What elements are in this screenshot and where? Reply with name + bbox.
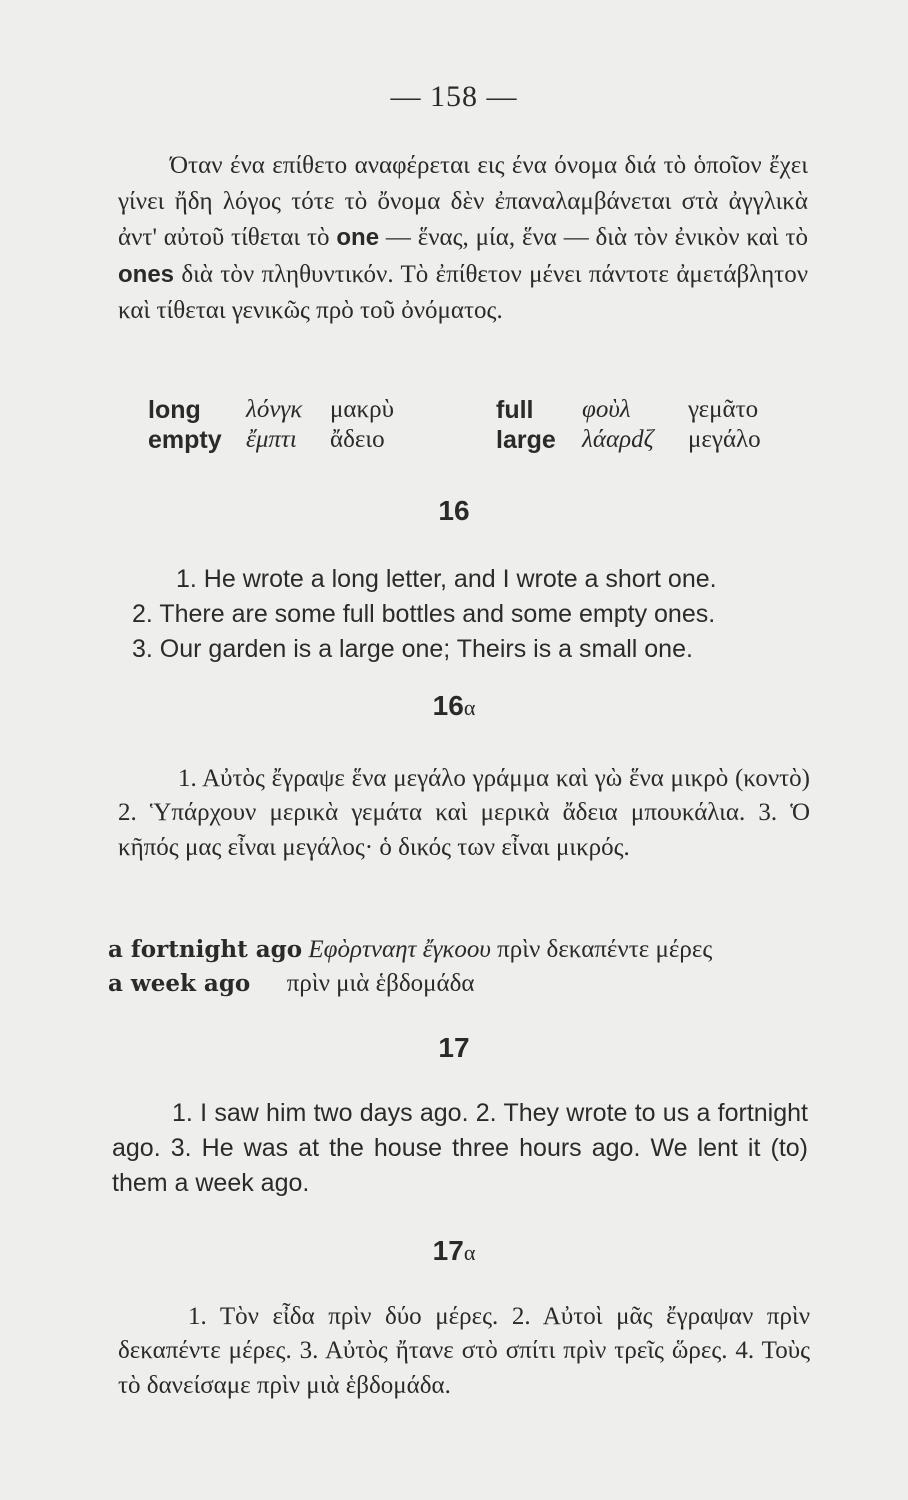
vocab-greek: γεμᾶτο: [688, 396, 759, 423]
vocab-greek: πρὶν μιὰ ἑβδομάδα: [286, 970, 475, 997]
vocab-pronunciation: Εφὸρτναητ ἔγκοου: [308, 936, 491, 963]
heading-suffix: α: [463, 1240, 476, 1265]
keyword-one: one: [336, 224, 380, 252]
heading-number: 16: [432, 690, 464, 721]
vocab-long: [148, 396, 201, 425]
exercise-16-line: 3. Our garden is a large one; Theirs is a small one.: [132, 635, 693, 663]
vocab-greek: μεγάλο: [688, 426, 761, 453]
intro-text-c: διὰ τὸν πληθυντικόν. Τὸ ἐπίθετον μένει πάντοτε ἀμετάβλητον καὶ τίθεται γενικῶς πρὸ τοῦ ὀνόματος.: [118, 260, 809, 324]
vocab-pronunciation: ἔμπτι: [246, 426, 297, 453]
exercise-17a-text: 1. Τὸν εἶδα πρὶν δύο μέρες. 2. Αὐτοὶ μᾶς ἔγραψαν πρὶν δεκαπέντε μέρες. 3. Αὐτὸς ἤτανε στὸ σπίτι πρὶν τρεῖς ὥρες. 4. Τοὺς τὸ δανείσαμε πρὶν μιὰ ἑβδομάδα.: [118, 1303, 810, 1399]
vocab-english: empty: [148, 426, 222, 454]
vocab-week: [108, 970, 474, 998]
vocab-full: [496, 396, 534, 425]
exercise-17a-heading: [0, 1235, 908, 1267]
exercise-16a-text: 1. Αὐτὸς ἔγραψε ἕνα μεγάλο γράμμα καὶ γὼ ἕνα μικρὸ (κοντὸ) 2. Ὑπάρχουν μερικὰ γεμάτα καὶ μερικὰ ἄδεια μπουκάλια. 3. Ὁ κῆπός μας εἶναι μεγάλος· ὁ δικός των εἶναι μικρός.: [118, 765, 810, 861]
vocab-english: a fortnight ago: [108, 936, 303, 963]
vocab-english: large: [496, 426, 556, 454]
vocab-english: a week ago: [108, 970, 251, 997]
heading-suffix: α: [463, 695, 476, 720]
exercise-17a: [118, 1300, 810, 1403]
exercise-17: [112, 1096, 808, 1200]
vocab-english: long: [148, 396, 201, 424]
exercise-16-line: 1. He wrote a long letter, and I wrote a short one.: [176, 565, 717, 593]
exercise-16-heading: 16: [438, 495, 470, 526]
exercise-16a: [118, 762, 810, 865]
exercise-17-heading: 17: [438, 1032, 470, 1063]
vocab-empty: [148, 426, 222, 455]
vocab-greek: μακρὺ: [330, 396, 394, 423]
intro-paragraph: [118, 148, 808, 329]
exercise-17-text: 1. I saw him two days ago. 2. They wrote to us a fortnight ago. 3. He was at the house three hours ago. We lent it (to) them a week ago.: [112, 1099, 808, 1197]
intro-text-a: Όταν ένα επίθετο αναφέρεται εις ένα όνομα διά τὸ ὁποῖον ἔχει γίνει ἤδη λόγος τότε τὸ ὄνομα δὲν ἐπαναλαμβάνεται στὰ ἀγγλικὰ ἀντ' αὐτοῦ τίθεται τὸ: [118, 152, 808, 252]
vocab-pronunciation: λάαρdζ: [582, 426, 654, 453]
vocab-english: full: [496, 396, 534, 424]
intro-text-b: — ἕνας, μία, ἕνα — διὰ τὸν ἐνικὸν καὶ τὸ: [385, 224, 809, 252]
exercise-16: [176, 562, 816, 597]
heading-number: 17: [432, 1235, 464, 1266]
vocab-greek: πρὶν δεκαπέντε μέρες: [497, 936, 713, 963]
vocab-large: [496, 426, 556, 455]
exercise-16-line: 2. There are some full bottles and some empty ones.: [132, 600, 716, 628]
vocab-pronunciation: φοὺλ: [582, 396, 631, 423]
page-number: — 158 —: [390, 80, 518, 113]
keyword-ones: ones: [118, 260, 175, 288]
exercise-16a-heading: [0, 690, 908, 722]
vocab-greek: ἄδειο: [330, 426, 385, 453]
vocab-pronunciation: λόνγκ: [246, 396, 303, 423]
vocab-fortnight: [108, 936, 712, 964]
